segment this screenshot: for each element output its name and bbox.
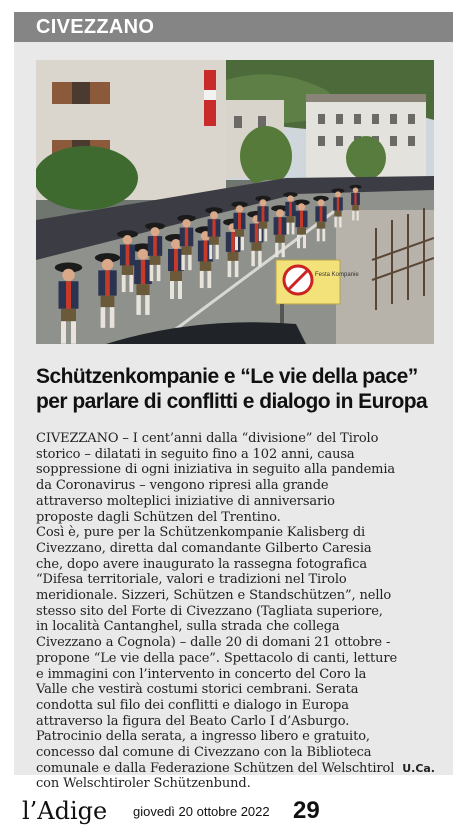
parade-photo-illustration: [36, 60, 434, 344]
body-line: Patrocinio della serata, a ingresso libero e gratuito,: [36, 729, 370, 745]
body-line: Così è, pure per la Schützenkompanie Kalisberg di: [36, 525, 366, 541]
article: [14, 12, 453, 792]
page-number: 29: [293, 797, 320, 824]
body-line: Valle che vestirà costumi storici cembrani. Serata: [36, 682, 359, 698]
body-line: con Welschtiroler Schützenbund.: [36, 776, 251, 792]
publication-date: giovedì 20 ottobre 2022: [133, 804, 270, 819]
body-line: concesso dal comune di Civezzano con la Biblioteca: [36, 745, 372, 761]
body-line: in località Cantanghel, sulla strada che collega: [36, 619, 340, 635]
body-line: Civezzano, diretta dal comandante Gilberto Caresia: [36, 540, 372, 556]
body-line: “Difesa territoriale, valori e tradizioni nel Tirolo: [36, 572, 347, 588]
headline-line: per parlare di conflitti e dialogo in Europa: [36, 390, 428, 413]
article-headline: [36, 364, 441, 414]
body-line: attraverso molteplici iniziative di anniversario: [36, 493, 335, 509]
article-photo: [36, 60, 434, 344]
body-line: comunale e dalla Federazione Schützen del Welschtirol: [36, 760, 395, 776]
body-line: soppressione di ogni iniziativa in seguito alla pandemia: [36, 462, 396, 478]
body-line: stesso sito del Forte di Civezzano (Tagliata superiore,: [36, 603, 383, 619]
body-line: storico – dilatati in seguito fino a 102 anni, causa: [36, 446, 355, 462]
author-signature: U.Ca.: [402, 762, 435, 775]
body-line: e immagini con l’intervento in concerto del Coro la: [36, 666, 367, 682]
body-line: propone “Le vie della pace”. Spettacolo di canti, letture: [36, 650, 398, 666]
article-body: [36, 431, 446, 792]
body-line: CIVEZZANO – I cent’anni dalla “divisione” del Tirolo: [36, 431, 379, 446]
section-header: [14, 12, 453, 42]
section-label: CIVEZZANO: [36, 16, 155, 38]
body-line: proposte dagli Schützen del Trentino.: [36, 509, 281, 525]
body-line: attraverso la figura del Beato Carlo I d’Asburgo.: [36, 713, 350, 729]
body-line: che, dopo avere inaugurato la rassegna fotografica: [36, 556, 367, 572]
body-line: da Coronavirus – vengono ripresi alla grande: [36, 478, 329, 494]
sign-text: Festa Kompanie: [315, 272, 359, 278]
page-footer: [0, 795, 460, 835]
body-line: condotta sul filo dei conflitti e dialogo in Europa: [36, 697, 349, 713]
body-line: Civezzano a Cognola) – dalle 20 di domani 21 ottobre -: [36, 635, 391, 651]
headline-line: Schützenkompanie e “Le vie della pace”: [36, 365, 418, 388]
newspaper-brand: l’Adige: [22, 797, 108, 825]
body-line: meridionale. Sizzeri, Schützen e Standschützen”, nello: [36, 588, 392, 604]
